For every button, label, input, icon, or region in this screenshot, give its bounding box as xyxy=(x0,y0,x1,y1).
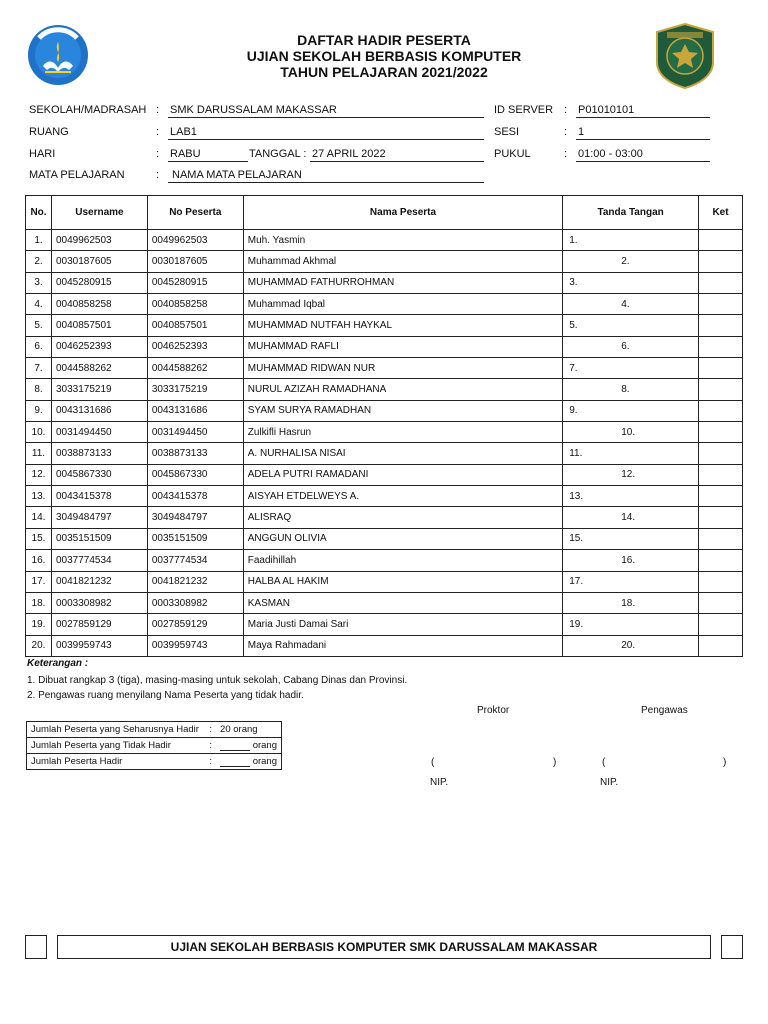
cell-no-peserta: 3033175219 xyxy=(147,379,243,400)
cell-tanda-tangan[interactable] xyxy=(563,592,699,613)
summary-present-label: Jumlah Peserta Hadir xyxy=(27,754,206,770)
cell-tanda-tangan[interactable] xyxy=(563,443,699,464)
cell-no: 10. xyxy=(26,422,52,443)
sekolah-underline xyxy=(168,117,484,118)
cell-no-peserta: 0030187605 xyxy=(147,251,243,272)
cell-username: 0037774534 xyxy=(51,550,147,571)
mapel-underline xyxy=(168,182,484,183)
header-no-peserta: No Peserta xyxy=(147,196,243,230)
pukul-colon: : xyxy=(564,148,568,160)
signature-number: 19. xyxy=(569,618,584,630)
cell-username: 0031494450 xyxy=(51,422,147,443)
table-row xyxy=(26,358,743,379)
cell-no: 13. xyxy=(26,486,52,507)
cell-nama-peserta: SYAM SURYA RAMADHAN xyxy=(243,400,562,421)
cell-tanda-tangan[interactable] xyxy=(563,486,699,507)
summary-expected-value: 20 orang xyxy=(220,724,258,735)
header-no: No. xyxy=(26,196,52,230)
cell-nama-peserta: Muhammad Akhmal xyxy=(243,251,562,272)
summary-colon: : xyxy=(205,738,216,754)
present-unit: orang xyxy=(252,756,277,767)
signature-number: 13. xyxy=(569,490,584,502)
cell-username: 0045280915 xyxy=(51,272,147,293)
title-daftar-hadir: DAFTAR HADIR PESERTA xyxy=(297,32,471,48)
cell-no: 4. xyxy=(26,294,52,315)
cell-tanda-tangan[interactable] xyxy=(563,358,699,379)
cell-tanda-tangan[interactable] xyxy=(563,614,699,635)
cell-username: 0043415378 xyxy=(51,486,147,507)
cell-no: 14. xyxy=(26,507,52,528)
cell-username: 0046252393 xyxy=(51,336,147,357)
sekolah-value: SMK DARUSSALAM MAKASSAR xyxy=(170,104,337,116)
table-row xyxy=(26,571,743,592)
table-row xyxy=(26,230,743,251)
cell-nama-peserta: MUHAMMAD RIDWAN NUR xyxy=(243,358,562,379)
cell-no-peserta: 0041821232 xyxy=(147,571,243,592)
cell-ket[interactable] xyxy=(699,464,743,485)
cell-ket[interactable] xyxy=(699,443,743,464)
cell-username: 3049484797 xyxy=(51,507,147,528)
cell-nama-peserta: MUHAMMAD NUTFAH HAYKAL xyxy=(243,315,562,336)
cell-ket[interactable] xyxy=(699,336,743,357)
header-nama-peserta: Nama Peserta xyxy=(243,196,562,230)
cell-ket[interactable] xyxy=(699,635,743,656)
tanggal-label: TANGGAL : xyxy=(249,148,307,160)
signature-number: 11. xyxy=(569,448,583,460)
signature-number: 4. xyxy=(621,298,630,310)
cell-nama-peserta: A. NURHALISA NISAI xyxy=(243,443,562,464)
cell-no-peserta: 0038873133 xyxy=(147,443,243,464)
cell-tanda-tangan[interactable] xyxy=(563,464,699,485)
table-row xyxy=(26,592,743,613)
cell-username: 0003308982 xyxy=(51,592,147,613)
cell-ket[interactable] xyxy=(699,592,743,613)
cell-ket[interactable] xyxy=(699,358,743,379)
cell-ket[interactable] xyxy=(699,379,743,400)
ruang-value: LAB1 xyxy=(170,126,197,138)
cell-ket[interactable] xyxy=(699,507,743,528)
cell-no-peserta: 0027859129 xyxy=(147,614,243,635)
cell-no: 5. xyxy=(26,315,52,336)
summary-absent-value xyxy=(216,738,281,754)
title-ujian: UJIAN SEKOLAH BERBASIS KOMPUTER xyxy=(246,48,522,64)
table-row xyxy=(26,251,743,272)
cell-no: 16. xyxy=(26,550,52,571)
keterangan-line-1: 1. Dibuat rangkap 3 (tiga), masing-masing untuk sekolah, Cabang Dinas dan Provinsi. xyxy=(27,675,408,686)
tanggal-underline xyxy=(310,161,484,162)
signature-number: 7. xyxy=(569,362,578,374)
cell-no-peserta: 3049484797 xyxy=(147,507,243,528)
proktor-close-paren: ) xyxy=(553,757,557,768)
cell-nama-peserta: MUHAMMAD FATHURROHMAN xyxy=(243,272,562,293)
pengawas-label: Pengawas xyxy=(641,705,688,716)
summary-present-value xyxy=(216,754,281,770)
table-row xyxy=(26,614,743,635)
table-row xyxy=(26,443,743,464)
idserver-colon: : xyxy=(564,104,568,116)
signature-number: 12. xyxy=(621,469,636,481)
signature-number: 3. xyxy=(569,277,578,289)
mapel-colon: : xyxy=(156,169,160,181)
keterangan-title: Keterangan : xyxy=(27,658,89,669)
signature-number: 15. xyxy=(569,533,584,545)
cell-username: 0030187605 xyxy=(51,251,147,272)
cell-no: 6. xyxy=(26,336,52,357)
footer-right-box xyxy=(721,935,743,959)
table-row xyxy=(26,272,743,293)
cell-nama-peserta: ANGGUN OLIVIA xyxy=(243,528,562,549)
table-row xyxy=(26,336,743,357)
table-row xyxy=(26,464,743,485)
table-header-row xyxy=(26,196,743,230)
cell-nama-peserta: HALBA AL HAKIM xyxy=(243,571,562,592)
cell-nama-peserta: MUHAMMAD RAFLI xyxy=(243,336,562,357)
cell-tanda-tangan[interactable] xyxy=(563,251,699,272)
cell-ket[interactable] xyxy=(699,528,743,549)
mapel-label: MATA PELAJARAN xyxy=(29,169,125,181)
idserver-label: ID SERVER xyxy=(494,104,554,116)
cell-ket[interactable] xyxy=(699,294,743,315)
table-row xyxy=(26,315,743,336)
summary-colon: : xyxy=(209,724,213,735)
cell-tanda-tangan[interactable] xyxy=(563,336,699,357)
header-username: Username xyxy=(51,196,147,230)
cell-nama-peserta: AISYAH ETDELWEYS A. xyxy=(243,486,562,507)
cell-username: 0049962503 xyxy=(51,230,147,251)
cell-ket[interactable] xyxy=(699,315,743,336)
signature-number: 18. xyxy=(621,597,636,609)
cell-no: 1. xyxy=(26,230,52,251)
cell-username: 0040858258 xyxy=(51,294,147,315)
attendance-body xyxy=(26,230,743,657)
cell-no: 17. xyxy=(26,571,52,592)
summary-row-expected xyxy=(27,722,282,738)
signature-number: 9. xyxy=(569,405,578,417)
present-blank[interactable] xyxy=(220,758,250,767)
cell-no: 12. xyxy=(26,464,52,485)
cell-no: 8. xyxy=(26,379,52,400)
cell-nama-peserta: Muh. Yasmin xyxy=(243,230,562,251)
cell-tanda-tangan[interactable] xyxy=(563,272,699,293)
cell-no-peserta: 0037774534 xyxy=(147,550,243,571)
cell-nama-peserta: ADELA PUTRI RAMADANI xyxy=(243,464,562,485)
cell-username: 0035151509 xyxy=(51,528,147,549)
signature-number: 6. xyxy=(621,341,630,353)
idserver-underline xyxy=(576,117,710,118)
cell-no: 19. xyxy=(26,614,52,635)
cell-tanda-tangan[interactable] xyxy=(563,528,699,549)
absent-unit: orang xyxy=(252,740,277,751)
sesi-underline xyxy=(576,139,710,140)
cell-no-peserta: 0043131686 xyxy=(147,400,243,421)
header-ket: Ket xyxy=(699,196,743,230)
pengawas-open-paren: ( xyxy=(602,757,606,768)
header-tanda-tangan: Tanda Tangan xyxy=(563,196,699,230)
ruang-colon: : xyxy=(156,126,160,138)
cell-ket[interactable] xyxy=(699,272,743,293)
pengawas-close-paren: ) xyxy=(723,757,727,768)
cell-no: 20. xyxy=(26,635,52,656)
proktor-label: Proktor xyxy=(477,705,510,716)
sekolah-colon: : xyxy=(156,104,160,116)
signature-number: 8. xyxy=(621,384,630,396)
proktor-open-paren: ( xyxy=(431,757,435,768)
pengawas-nip: NIP. xyxy=(600,777,619,788)
cell-username: 0045867330 xyxy=(51,464,147,485)
cell-ket[interactable] xyxy=(699,422,743,443)
cell-no-peserta: 0045280915 xyxy=(147,272,243,293)
cell-ket[interactable] xyxy=(699,400,743,421)
cell-no: 3. xyxy=(26,272,52,293)
summary-row-absent xyxy=(27,738,282,754)
pukul-value: 01:00 - 03:00 xyxy=(578,148,643,160)
summary-absent-label: Jumlah Peserta yang Tidak Hadir xyxy=(27,738,206,754)
cell-no: 11. xyxy=(26,443,52,464)
signature-number: 10. xyxy=(621,426,636,438)
sesi-label: SESI xyxy=(494,126,520,138)
keterangan-line-2: 2. Pengawas ruang menyilang Nama Peserta yang tidak hadir. xyxy=(27,690,304,701)
cell-username: 3033175219 xyxy=(51,379,147,400)
table-row xyxy=(26,507,743,528)
cell-username: 0041821232 xyxy=(51,571,147,592)
cell-no-peserta: 0035151509 xyxy=(147,528,243,549)
cell-nama-peserta: ALISRAQ xyxy=(243,507,562,528)
cell-nama-peserta: Zulkifli Hasrun xyxy=(243,422,562,443)
cell-no: 18. xyxy=(26,592,52,613)
cell-nama-peserta: Maria Justi Damai Sari xyxy=(243,614,562,635)
cell-no-peserta: 0046252393 xyxy=(147,336,243,357)
sekolah-label: SEKOLAH/MADRASAH xyxy=(29,104,147,116)
ruang-underline xyxy=(168,139,484,140)
cell-nama-peserta: NURUL AZIZAH RAMADHANA xyxy=(243,379,562,400)
hari-label: HARI xyxy=(29,148,56,160)
cell-no: 9. xyxy=(26,400,52,421)
absent-blank[interactable] xyxy=(220,742,250,751)
signature-number: 14. xyxy=(621,512,636,524)
table-row xyxy=(26,379,743,400)
tanggal-value: 27 APRIL 2022 xyxy=(312,148,386,160)
cell-no-peserta: 0045867330 xyxy=(147,464,243,485)
signature-number: 5. xyxy=(569,320,578,332)
summary-colon: : xyxy=(205,754,216,770)
cell-nama-peserta: Faadihillah xyxy=(243,550,562,571)
cell-tanda-tangan[interactable] xyxy=(563,571,699,592)
cell-tanda-tangan[interactable] xyxy=(563,315,699,336)
cell-ket[interactable] xyxy=(699,550,743,571)
cell-no-peserta: 0040858258 xyxy=(147,294,243,315)
cell-tanda-tangan[interactable] xyxy=(563,550,699,571)
cell-no-peserta: 0031494450 xyxy=(147,422,243,443)
cell-no: 7. xyxy=(26,358,52,379)
cell-tanda-tangan[interactable] xyxy=(563,379,699,400)
cell-ket[interactable] xyxy=(699,614,743,635)
cell-tanda-tangan[interactable] xyxy=(563,294,699,315)
summary-expected-label: Jumlah Peserta yang Seharusnya Hadir xyxy=(31,724,199,735)
pukul-underline xyxy=(576,161,710,162)
summary-row-present xyxy=(27,754,282,770)
cell-nama-peserta: KASMAN xyxy=(243,592,562,613)
cell-no-peserta: 0043415378 xyxy=(147,486,243,507)
attendance-table xyxy=(25,195,743,657)
cell-tanda-tangan[interactable] xyxy=(563,230,699,251)
ruang-label: RUANG xyxy=(29,126,69,138)
pukul-label: PUKUL xyxy=(494,148,531,160)
cell-username: 0040857501 xyxy=(51,315,147,336)
cell-no-peserta: 0040857501 xyxy=(147,315,243,336)
title-tahun-pelajaran: TAHUN PELAJARAN 2021/2022 xyxy=(280,64,488,80)
cell-tanda-tangan[interactable] xyxy=(563,635,699,656)
table-row xyxy=(26,486,743,507)
hari-underline xyxy=(168,161,248,162)
cell-no: 15. xyxy=(26,528,52,549)
hari-colon: : xyxy=(156,148,160,160)
cell-username: 0038873133 xyxy=(51,443,147,464)
cell-no-peserta: 0049962503 xyxy=(147,230,243,251)
idserver-value: P01010101 xyxy=(578,104,635,116)
cell-username: 0043131686 xyxy=(51,400,147,421)
proktor-nip: NIP. xyxy=(430,777,449,788)
signature-number: 17. xyxy=(569,576,584,588)
cell-no: 2. xyxy=(26,251,52,272)
footer-left-box xyxy=(25,935,47,959)
cell-username: 0044588262 xyxy=(51,358,147,379)
sesi-value: 1 xyxy=(578,126,585,138)
footer-title: UJIAN SEKOLAH BERBASIS KOMPUTER SMK DARUSSALAM MAKASSAR xyxy=(57,935,711,959)
cell-nama-peserta: Muhammad Iqbal xyxy=(243,294,562,315)
table-row xyxy=(26,528,743,549)
cell-tanda-tangan[interactable] xyxy=(563,507,699,528)
table-row xyxy=(26,550,743,571)
table-row xyxy=(26,422,743,443)
cell-ket[interactable] xyxy=(699,571,743,592)
table-row xyxy=(26,294,743,315)
cell-tanda-tangan[interactable] xyxy=(563,400,699,421)
sesi-colon: : xyxy=(564,126,568,138)
cell-no-peserta: 0003308982 xyxy=(147,592,243,613)
signature-number: 16. xyxy=(621,554,636,566)
cell-ket[interactable] xyxy=(699,230,743,251)
signature-number: 1. xyxy=(569,234,578,246)
table-row xyxy=(26,635,743,656)
summary-table xyxy=(26,721,282,770)
mapel-value: NAMA MATA PELAJARAN xyxy=(172,169,302,181)
signature-number: 2. xyxy=(621,256,630,268)
signature-number: 20. xyxy=(621,640,636,652)
table-row xyxy=(26,400,743,421)
cell-username: 0027859129 xyxy=(51,614,147,635)
hari-value: RABU xyxy=(170,148,201,160)
cell-username: 0039959743 xyxy=(51,635,147,656)
cell-ket[interactable] xyxy=(699,486,743,507)
cell-ket[interactable] xyxy=(699,251,743,272)
cell-no-peserta: 0039959743 xyxy=(147,635,243,656)
cell-tanda-tangan[interactable] xyxy=(563,422,699,443)
cell-nama-peserta: Maya Rahmadani xyxy=(243,635,562,656)
cell-no-peserta: 0044588262 xyxy=(147,358,243,379)
